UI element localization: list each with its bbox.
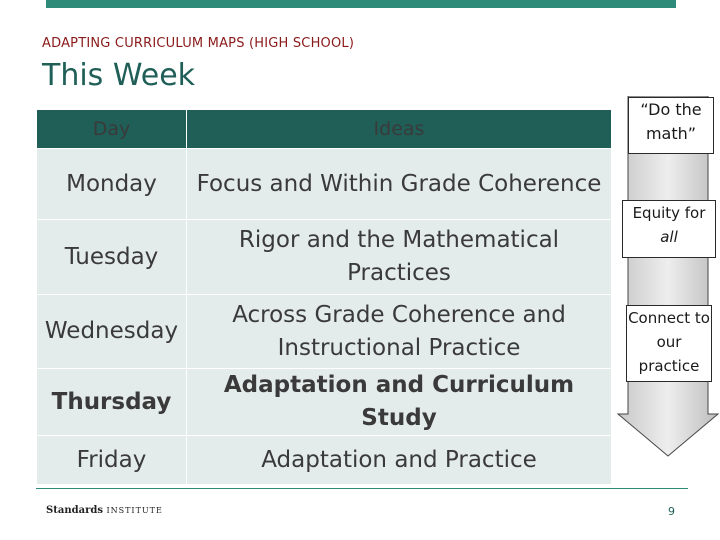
callout-connect-practice: Connect to our practice bbox=[626, 305, 712, 382]
table-row bbox=[37, 295, 612, 369]
callout-equity-text: Equity for bbox=[632, 204, 706, 222]
idea-cell: Adaptation and Curriculum Study bbox=[187, 369, 612, 436]
callout-equity-emphasis: all bbox=[660, 228, 678, 246]
page-number: 9 bbox=[668, 505, 675, 518]
idea-cell: Adaptation and Practice bbox=[187, 436, 612, 485]
table-row bbox=[37, 220, 612, 295]
callout-equity bbox=[622, 200, 716, 258]
day-cell: Monday bbox=[37, 149, 187, 220]
top-accent-bar bbox=[46, 0, 676, 8]
slide-title: This Week bbox=[42, 58, 196, 93]
day-cell: Thursday bbox=[37, 369, 187, 436]
idea-cell: Focus and Within Grade Coherence bbox=[187, 149, 612, 220]
table-row bbox=[37, 436, 612, 485]
logo-main-text: Standards bbox=[46, 505, 103, 516]
table-header-row bbox=[37, 110, 612, 149]
day-cell: Wednesday bbox=[37, 295, 187, 369]
week-schedule-table bbox=[36, 109, 612, 485]
standards-institute-logo bbox=[46, 505, 163, 516]
idea-cell: Rigor and the Mathematical Practices bbox=[187, 220, 612, 295]
idea-cell: Across Grade Coherence and Instructional Practice bbox=[187, 295, 612, 369]
table-row bbox=[37, 369, 612, 436]
day-cell: Tuesday bbox=[37, 220, 187, 295]
header-day: Day bbox=[37, 110, 187, 149]
slide-subtitle: ADAPTING CURRICULUM MAPS (HIGH SCHOOL) bbox=[42, 36, 355, 51]
callout-do-the-math: “Do the math” bbox=[628, 97, 714, 154]
header-ideas: Ideas bbox=[187, 110, 612, 149]
day-cell: Friday bbox=[37, 436, 187, 485]
table-row bbox=[37, 149, 612, 220]
footer-divider bbox=[36, 488, 688, 489]
logo-sub-text: INSTITUTE bbox=[106, 506, 163, 515]
